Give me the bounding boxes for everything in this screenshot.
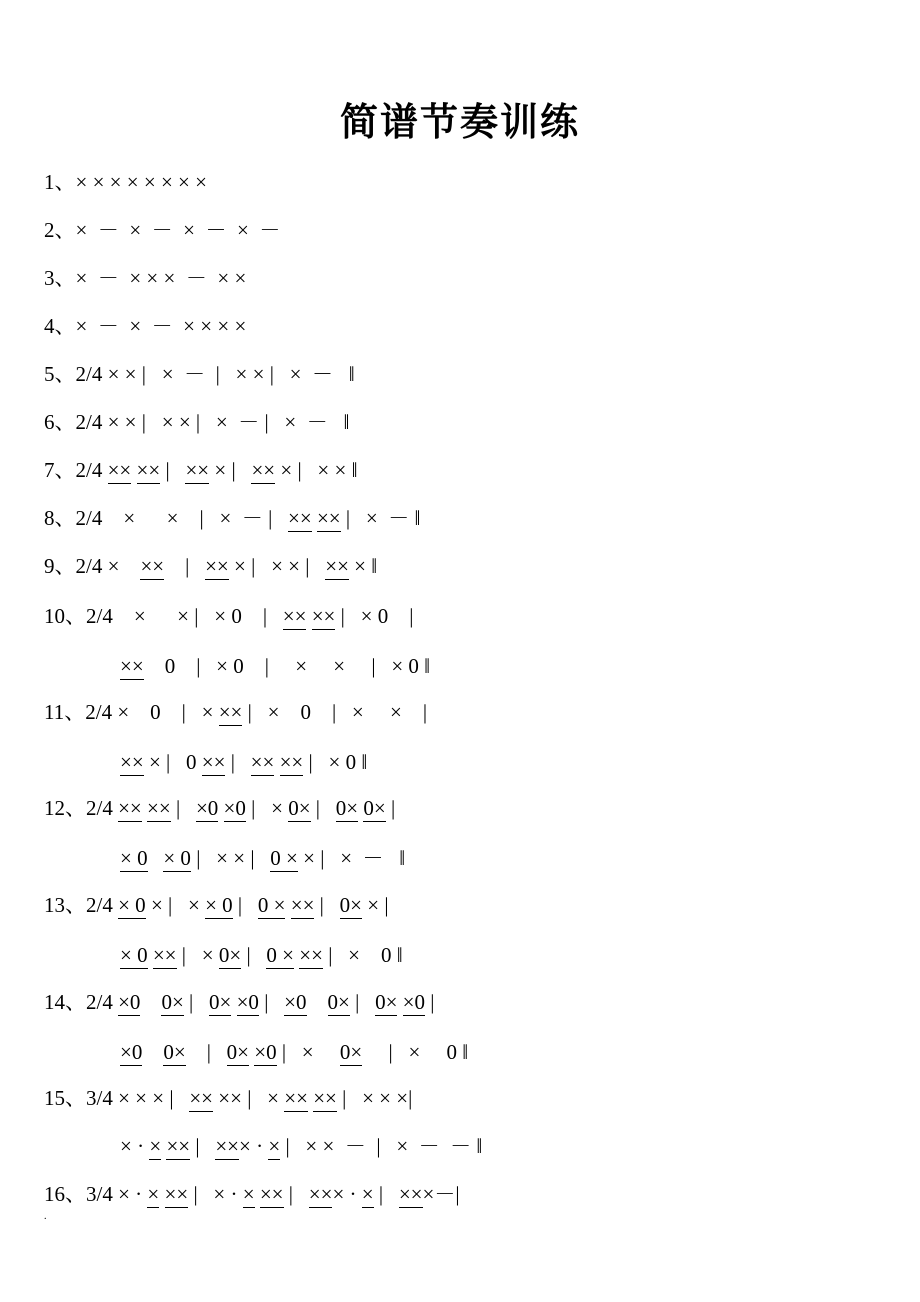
underlined-beat-group: × 0: [205, 893, 233, 917]
exercise-line: [44, 406, 349, 438]
underlined-beat-group: 0×: [209, 990, 232, 1014]
underlined-beat-group: ××: [215, 1134, 240, 1158]
underlined-beat-group: ××: [205, 554, 229, 578]
exercise-line: [120, 1036, 468, 1068]
underlined-beat-group: ××: [288, 506, 312, 530]
underlined-beat-group: ××: [107, 458, 132, 482]
underlined-beat-group: ××: [316, 506, 341, 530]
underlined-beat-group: ××: [259, 1182, 284, 1206]
exercise-line: [120, 1130, 482, 1162]
underlined-beat-group: ××: [251, 458, 276, 482]
underlined-beat-group: ×0: [284, 990, 307, 1014]
exercise-number: 1、: [44, 170, 76, 194]
rhythm-notation: |: [232, 893, 258, 917]
rhythm-notation: |: [373, 1182, 399, 1206]
exercise-line: [120, 842, 405, 874]
rhythm-notation: |: [349, 990, 376, 1014]
exercise-line: [44, 889, 389, 921]
rhythm-notation: |: [258, 990, 285, 1014]
rhythm-notation: [140, 990, 161, 1014]
underlined-beat-group: ××: [218, 700, 243, 724]
exercise-number: 15、: [44, 1086, 86, 1110]
rhythm-notation: × ·: [239, 1134, 269, 1158]
underlined-beat-group: ××: [120, 654, 144, 678]
underlined-beat-group: ××: [140, 554, 165, 578]
rhythm-notation: [231, 990, 236, 1014]
rhythm-notation: × | 0: [143, 750, 202, 774]
rhythm-notation: [274, 750, 279, 774]
rhythm-notation: |: [314, 893, 340, 917]
underlined-beat-group: 0×: [327, 990, 350, 1014]
underlined-beat-group: 0×: [288, 796, 311, 820]
exercise-line: [44, 454, 358, 486]
rhythm-notation: × － × － × － × －: [75, 218, 281, 242]
rhythm-notation: |: [310, 796, 336, 820]
underlined-beat-group: ××: [250, 750, 275, 774]
exercise-line: [44, 166, 207, 198]
underlined-beat-group: ××: [120, 750, 144, 774]
rhythm-notation: × ·: [120, 1134, 150, 1158]
exercise-line: [120, 650, 430, 682]
rhythm-notation: × | × － ‖: [297, 846, 406, 870]
rhythm-notation: × |: [209, 458, 252, 482]
underlined-beat-group: ××: [147, 796, 171, 820]
rhythm-notation: |: [425, 990, 435, 1014]
exercise-number: 16、: [44, 1182, 86, 1206]
underlined-beat-group: ×0: [236, 990, 259, 1014]
exercise-number: 12、: [44, 796, 86, 820]
underlined-beat-group: ×: [242, 1182, 255, 1206]
rhythm-notation: 2/4: [86, 990, 119, 1014]
underlined-beat-group: ××: [313, 1086, 337, 1110]
rhythm-notation: | × 0 | × × |: [242, 700, 428, 724]
rhythm-notation: | × － ‖: [340, 506, 421, 530]
underlined-beat-group: ××: [152, 943, 177, 967]
rhythm-notation: × × × × × × × ×: [75, 170, 207, 194]
rhythm-notation: ×－|: [422, 1182, 460, 1206]
rhythm-notation: |: [160, 458, 186, 482]
underlined-beat-group: ××: [398, 1182, 423, 1206]
rhythm-notation: × |: [361, 893, 389, 917]
underlined-beat-group: 0×: [226, 1040, 249, 1064]
underlined-beat-group: ××: [282, 604, 307, 628]
underlined-beat-group: ×0: [402, 990, 425, 1014]
underlined-beat-group: × 0: [118, 893, 146, 917]
rhythm-notation: | × × |: [190, 846, 271, 870]
rhythm-notation: 2/4 × × | × － |: [75, 506, 289, 530]
rhythm-notation: |: [283, 1182, 309, 1206]
rhythm-notation: | × × ×|: [336, 1086, 413, 1110]
underlined-beat-group: ××: [325, 554, 349, 578]
exercise-line: [44, 792, 395, 824]
underlined-beat-group: × 0: [163, 846, 191, 870]
underlined-beat-group: 0×: [218, 943, 242, 967]
exercise-line: [44, 600, 413, 632]
exercise-number: 3、: [44, 266, 76, 290]
page-title: 简谱节奏训练: [339, 100, 580, 144]
rhythm-notation: × | × × |: [228, 554, 326, 578]
underlined-beat-group: ××: [201, 750, 226, 774]
underlined-beat-group: × 0: [120, 943, 148, 967]
underlined-beat-group: ××: [136, 458, 161, 482]
exercise-number: 5、: [44, 362, 76, 386]
rhythm-notation: 2/4 × 0 | ×: [85, 700, 219, 724]
rhythm-notation: × | × × ‖: [275, 458, 358, 482]
rhythm-notation: 3/4 × × × |: [86, 1086, 190, 1110]
rhythm-notation: [142, 1040, 163, 1064]
rhythm-notation: 3/4 × ·: [86, 1182, 148, 1206]
rhythm-notation: | × 0 ‖: [362, 1040, 469, 1064]
rhythm-notation: | × 0 ‖: [322, 943, 403, 967]
rhythm-notation: × － × × × － × ×: [75, 266, 247, 290]
rhythm-notation: 0 | × 0 | × × | × 0 ‖: [143, 654, 431, 678]
rhythm-notation: | × 0 ‖: [303, 750, 368, 774]
exercise-number: 2、: [44, 218, 76, 242]
rhythm-notation: |: [183, 990, 209, 1014]
rhythm-notation: ×× | ×: [213, 1086, 285, 1110]
rhythm-notation: [306, 604, 311, 628]
exercise-line: [44, 502, 420, 534]
rhythm-notation: | × 0 |: [335, 604, 414, 628]
underlined-beat-group: ××: [118, 796, 142, 820]
underlined-beat-group: 0×: [375, 990, 398, 1014]
rhythm-notation: |: [185, 1040, 227, 1064]
underlined-beat-group: ×: [147, 1182, 160, 1206]
footer-mark: .: [44, 1211, 47, 1222]
underlined-beat-group: ××: [299, 943, 323, 967]
rhythm-notation: 2/4 × × | × 0 |: [86, 604, 283, 628]
underlined-beat-group: × 0: [120, 846, 148, 870]
exercise-line: [44, 986, 434, 1018]
rhythm-notation: | × ·: [188, 1182, 243, 1206]
rhythm-notation: 2/4 × × | × － | × × | × － ‖: [75, 362, 355, 386]
rhythm-notation: [131, 458, 136, 482]
underlined-beat-group: ×0: [254, 1040, 277, 1064]
rhythm-notation: [218, 796, 223, 820]
rhythm-notation: [159, 1182, 164, 1206]
exercise-number: 4、: [44, 314, 76, 338]
exercise-line: [44, 550, 377, 582]
underlined-beat-group: 0×: [339, 893, 362, 917]
underlined-beat-group: ××: [164, 1182, 189, 1206]
rhythm-notation: |: [225, 750, 251, 774]
exercise-number: 13、: [44, 893, 86, 917]
underlined-beat-group: ××: [189, 1086, 214, 1110]
exercise-number: 14、: [44, 990, 86, 1014]
rhythm-notation: × － × － × × × ×: [75, 314, 247, 338]
rhythm-notation: | ×: [176, 943, 219, 967]
underlined-beat-group: ××: [308, 1182, 333, 1206]
rhythm-notation: [285, 893, 290, 917]
underlined-beat-group: 0 ×: [257, 893, 286, 917]
rhythm-notation: |: [241, 943, 267, 967]
exercise-number: 7、: [44, 458, 76, 482]
rhythm-notation: |: [164, 554, 206, 578]
underlined-beat-group: ×: [268, 1134, 281, 1158]
exercise-number: 11、: [44, 700, 86, 724]
underlined-beat-group: 0×: [163, 1040, 186, 1064]
underlined-beat-group: ×0: [118, 990, 141, 1014]
rhythm-notation: 2/4 × × | × × | × － | × － ‖: [75, 410, 350, 434]
rhythm-notation: 2/4: [75, 458, 108, 482]
rhythm-notation: × | ×: [145, 893, 206, 917]
rhythm-notation: [397, 990, 402, 1014]
underlined-beat-group: 0×: [335, 796, 359, 820]
exercise-number: 6、: [44, 410, 76, 434]
underlined-beat-group: 0 ×: [266, 943, 294, 967]
underlined-beat-group: 0×: [363, 796, 386, 820]
underlined-beat-group: ××: [279, 750, 304, 774]
exercise-line: [44, 262, 246, 294]
exercise-line: [44, 310, 246, 342]
rhythm-notation: 2/4: [86, 893, 119, 917]
underlined-beat-group: ×: [361, 1182, 374, 1206]
underlined-beat-group: 0×: [339, 1040, 363, 1064]
exercise-line: [44, 1082, 412, 1114]
exercise-line: [120, 746, 367, 778]
rhythm-notation: × ‖: [348, 554, 378, 578]
rhythm-notation: |: [190, 1134, 216, 1158]
underlined-beat-group: ××: [185, 458, 210, 482]
exercise-line: [44, 358, 355, 390]
underlined-beat-group: ××: [290, 893, 315, 917]
underlined-beat-group: 0×: [161, 990, 184, 1014]
exercise-number: 8、: [44, 506, 76, 530]
underlined-beat-group: ×0: [223, 796, 246, 820]
exercise-line: [44, 696, 427, 728]
underlined-beat-group: ××: [166, 1134, 191, 1158]
underlined-beat-group: 0 ×: [270, 846, 298, 870]
rhythm-notation: | × × － | × － － ‖: [280, 1134, 483, 1158]
underlined-beat-group: ××: [311, 604, 336, 628]
exercise-line: [120, 939, 403, 971]
rhythm-notation: [307, 990, 328, 1014]
exercise-line: [44, 1178, 460, 1210]
underlined-beat-group: ×0: [195, 796, 219, 820]
rhythm-notation: × ·: [332, 1182, 362, 1206]
underlined-beat-group: ××: [284, 1086, 308, 1110]
rhythm-notation: 2/4: [86, 796, 119, 820]
underlined-beat-group: ×0: [120, 1040, 143, 1064]
exercise-line: [44, 214, 280, 246]
rhythm-notation: | ×: [276, 1040, 340, 1064]
underlined-beat-group: ×: [149, 1134, 162, 1158]
exercise-number: 9、: [44, 554, 76, 578]
rhythm-notation: | ×: [245, 796, 289, 820]
exercise-number: 10、: [44, 604, 86, 628]
rhythm-notation: [148, 846, 164, 870]
rhythm-notation: 2/4 ×: [75, 554, 141, 578]
rhythm-notation: |: [170, 796, 196, 820]
rhythm-notation: |: [385, 796, 396, 820]
